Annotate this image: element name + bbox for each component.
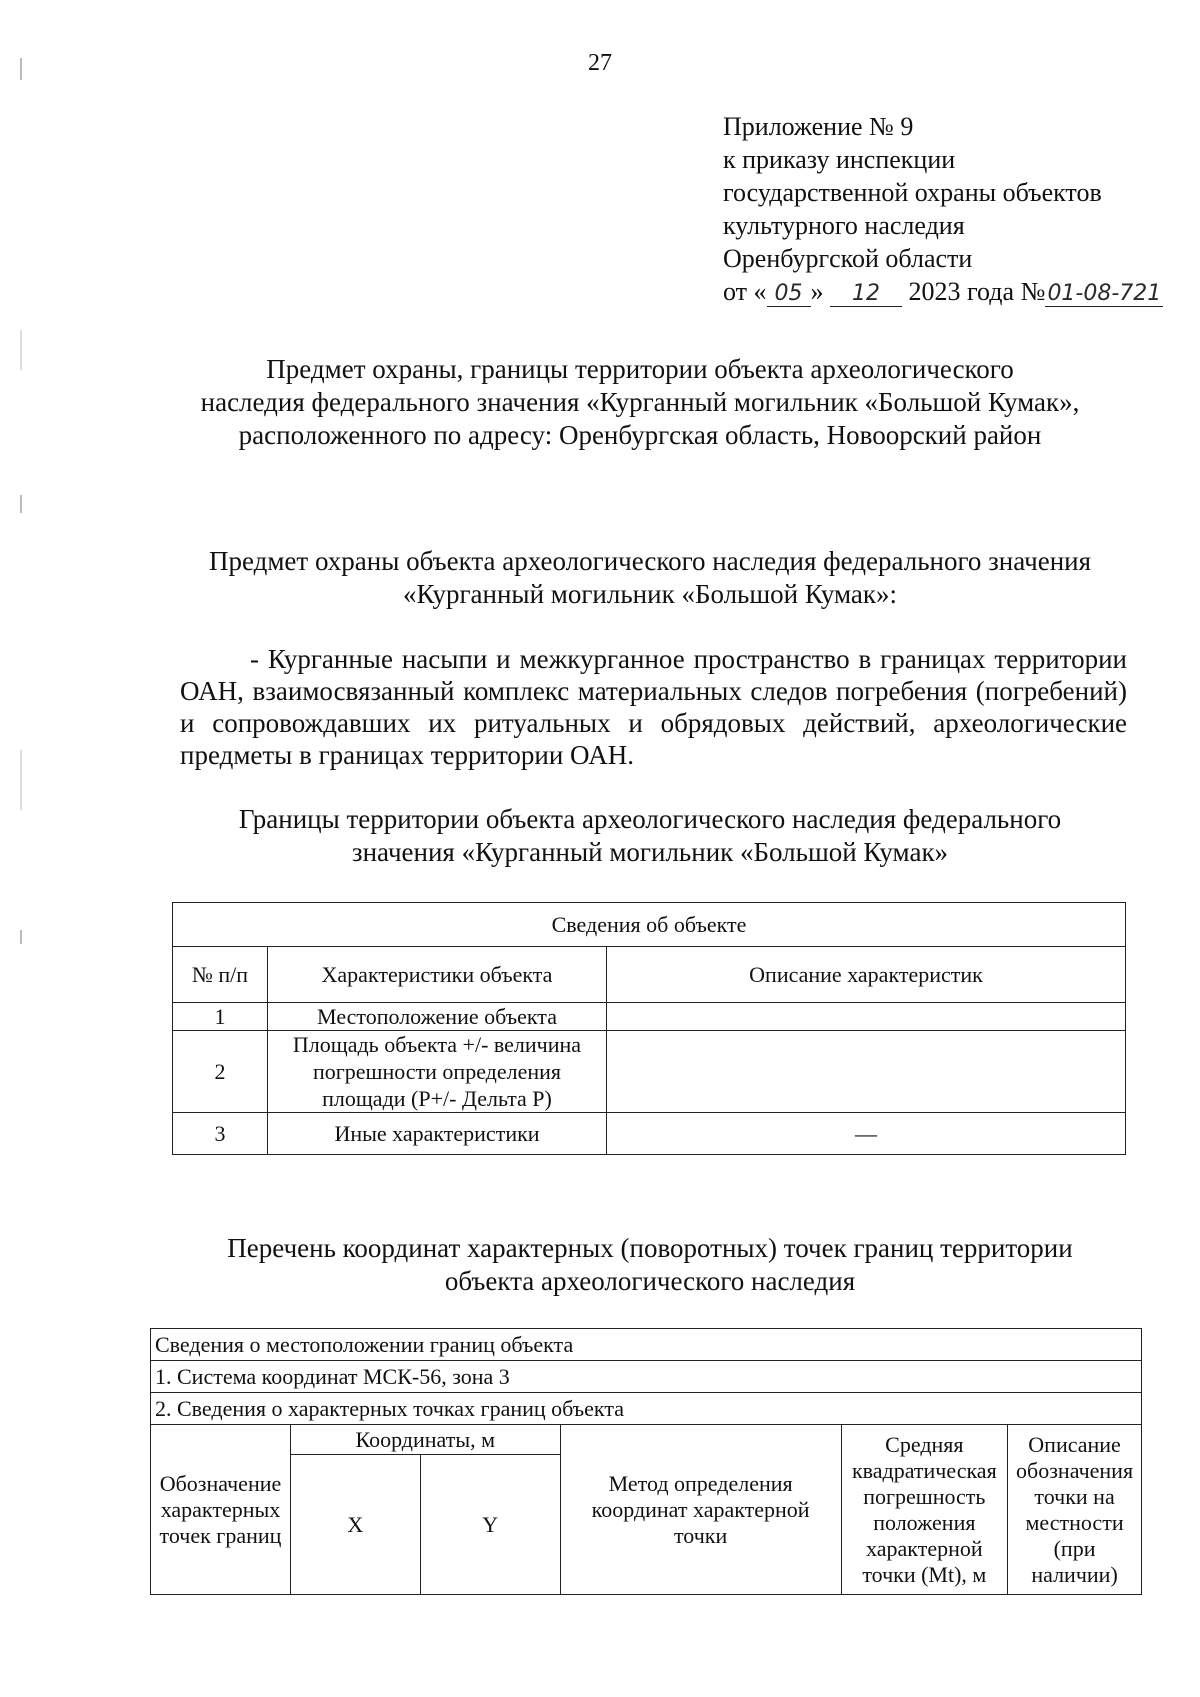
cell-desc: [607, 1003, 1126, 1031]
appendix-date-line: [723, 275, 1163, 308]
title-line: наследия федерального значения «Курганный могильник «Большой Кумак»,: [200, 387, 1080, 417]
subject-heading: [170, 545, 1130, 611]
heading-line: значения «Курганный могильник «Большой Кумак»: [351, 837, 949, 867]
cell-name: Местоположение объекта: [268, 1003, 607, 1031]
column-header: Метод определения координат характерной точки: [560, 1425, 841, 1595]
cell-desc: [607, 1031, 1126, 1113]
scan-edge-mark: [20, 930, 22, 944]
table-row: [173, 1113, 1126, 1155]
scan-edge-mark: [20, 750, 22, 810]
appendix-line: культурного наследия: [723, 211, 965, 240]
column-header: Характеристики объекта: [268, 947, 607, 1003]
heading-line: Границы территории объекта археологического наследия федерального: [238, 804, 1062, 834]
appendix-line: Приложение № 9: [723, 112, 914, 141]
column-header: Средняя квадратическая погрешность положения характерной точки (Mt), м: [841, 1425, 1008, 1595]
column-header: Обозначение характерных точек границ: [151, 1425, 291, 1595]
title-line: Предмет охраны, границы территории объекта археологического: [266, 354, 1014, 384]
cell-num: 3: [173, 1113, 268, 1155]
appendix-line: государственной охраны объектов: [723, 178, 1102, 207]
appendix-line: к приказу инспекции: [723, 145, 956, 174]
date-mid: »: [810, 277, 824, 306]
column-header: Описание характеристик: [607, 947, 1126, 1003]
scan-edge-mark: [20, 495, 22, 513]
handwritten-number: 01-08-721: [1045, 282, 1163, 307]
bounds-heading: [170, 803, 1130, 869]
heading-line: Перечень координат характерных (поворотных) точек границ территории: [227, 1233, 1073, 1263]
heading-line: объекта археологического наследия: [444, 1266, 856, 1296]
column-header-y: Y: [420, 1455, 560, 1595]
object-info-table: [172, 902, 1126, 1155]
table-section-row: 1. Система координат МСК-56, зона 3: [151, 1361, 1142, 1393]
cell-num: 1: [173, 1003, 268, 1031]
table-caption: Сведения об объекте: [173, 903, 1126, 947]
date-prefix: от «: [723, 277, 767, 306]
column-header: Координаты, м: [290, 1425, 560, 1455]
appendix-block: [723, 110, 1163, 308]
table-section-row: Сведения о местоположении границ объекта: [151, 1329, 1142, 1361]
heading-line: Предмет охраны объекта археологического наследия федерального значения: [208, 546, 1092, 576]
coordinates-table: [150, 1328, 1142, 1595]
page-number: 27: [588, 50, 612, 76]
cell-num: 2: [173, 1031, 268, 1113]
handwritten-day: 05: [767, 282, 811, 307]
table-row: [173, 1003, 1126, 1031]
handwritten-month: 12: [830, 282, 902, 307]
date-year: 2023 года №: [908, 277, 1046, 306]
subject-paragraph: - Курганные насыпи и межкурганное пространство в границах территории ОАН, взаимосвязанный комплекс материальных следов погребения (погребений) и сопровождавших их ритуальных и обрядовых действий, археологические предметы в границах территории ОАН.: [180, 644, 1127, 770]
cell-name: Иные характеристики: [268, 1113, 607, 1155]
cell-name: Площадь объекта +/- величина погрешности определения площади (P+/- Дельта P): [268, 1031, 607, 1113]
column-header: № п/п: [173, 947, 268, 1003]
scan-edge-mark: [20, 330, 22, 370]
table-row: [173, 1031, 1126, 1113]
column-header-x: X: [290, 1455, 420, 1595]
table-section-row: 2. Сведения о характерных точках границ объекта: [151, 1393, 1142, 1425]
document-title: [160, 353, 1120, 452]
cell-desc: —: [607, 1113, 1126, 1155]
coordinates-heading: [170, 1232, 1130, 1298]
column-header: Описание обозначения точки на местности (при наличии): [1008, 1425, 1142, 1595]
appendix-line: Оренбургской области: [723, 244, 973, 273]
title-line: расположенного по адресу: Оренбургская область, Новоорский район: [238, 420, 1042, 450]
heading-line: «Курганный могильник «Большой Кумак»:: [403, 579, 897, 609]
